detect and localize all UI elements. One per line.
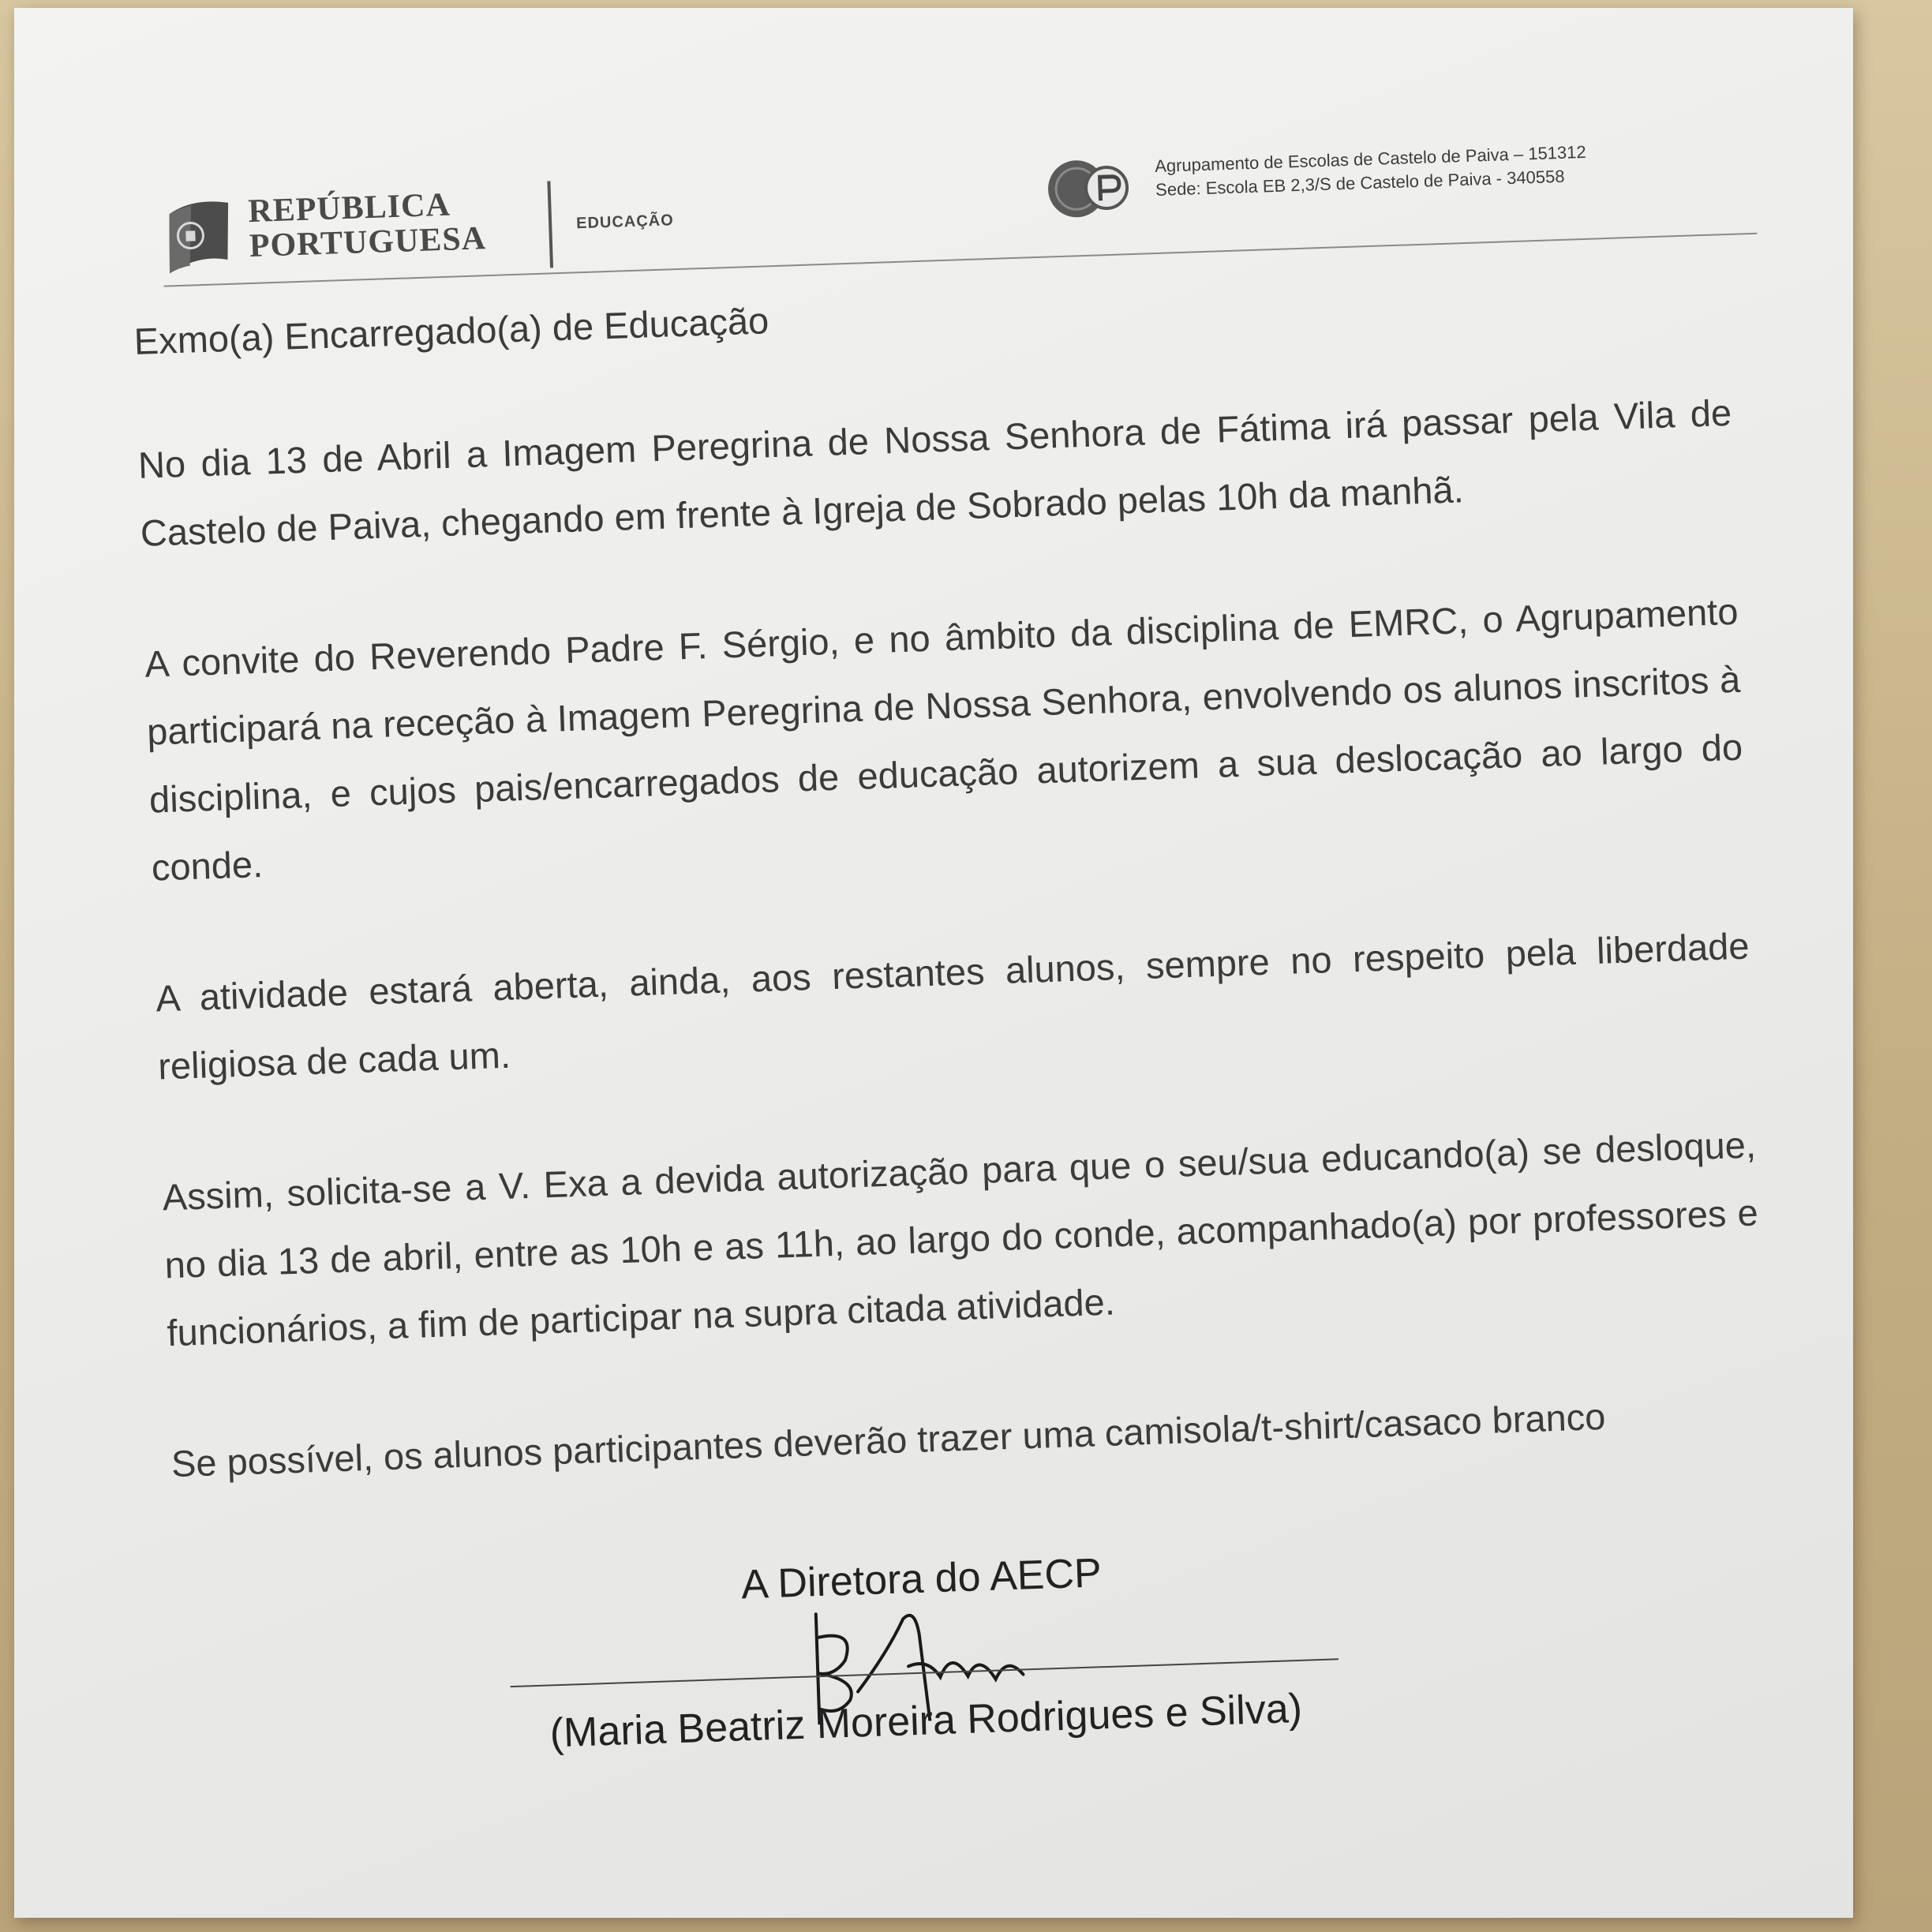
paragraph-clothing: Se possível, os alunos participantes deverão trazer uma camisola/t-shirt/casaco branco bbox=[170, 1395, 1607, 1485]
salutation: Exmo(a) Encarregado(a) de Educação bbox=[133, 299, 769, 362]
signatory-name: (Maria Beatriz Moreira Rodrigues e Silva) bbox=[549, 1685, 1303, 1757]
paragraph-invitation: A convite do Reverendo Padre F. Sérgio, e no âmbito da disciplina de EMRC, o Agrupamento participará na receção à Imagem Peregrina de Nossa Senhora, envolvendo os alunos inscritos à disciplina, e cujos pais/encarregados de educação autorizem a sua deslocação ao largo do conde. bbox=[144, 590, 1743, 889]
letterhead-divider bbox=[547, 181, 553, 268]
signature-block bbox=[507, 1541, 1342, 1806]
gov-name-line2: PORTUGUESA bbox=[249, 220, 487, 265]
letter-page bbox=[17, 81, 1842, 1915]
paragraph-open-activity: A atividade estará aberta, ainda, aos restantes alunos, sempre no respeito pela liberdade religiosa de cada um. bbox=[155, 924, 1750, 1088]
signatory-title: A Diretora do AECP bbox=[740, 1550, 1103, 1608]
government-name bbox=[248, 186, 487, 264]
school-name: Agrupamento de Escolas de Castelo de Paiva – 151312 bbox=[1154, 141, 1587, 176]
ministry-label: EDUCAÇÃO bbox=[575, 212, 675, 233]
letter-paper bbox=[14, 8, 1853, 1918]
letter-body bbox=[133, 265, 1768, 1569]
portugal-flag-emblem-icon bbox=[161, 197, 234, 278]
school-logo-icon bbox=[1044, 155, 1133, 222]
school-info bbox=[1155, 140, 1587, 202]
letterhead bbox=[50, 130, 1757, 290]
school-seat: Sede: Escola EB 2,3/S de Castelo de Paiva - 340558 bbox=[1155, 166, 1565, 200]
gov-name-line1: REPÚBLICA bbox=[247, 186, 451, 230]
paragraph-event: No dia 13 de Abril a Imagem Peregrina de Nossa Senhora de Fátima irá passar pela Vila de Castelo de Paiva, chegando em frente à Igreja de Sobrado pelas 10h da manhã. bbox=[137, 391, 1732, 554]
paragraph-authorization: Assim, solicita-se a V. Exa a devida autorização para que o seu/sua educando(a) se desloque, no dia 13 de abril, entre as 10h e as 11h, ao largo do conde, acompanhado(a) por professores e funcionários, a fim de participar na supra citada atividade. bbox=[161, 1123, 1759, 1354]
